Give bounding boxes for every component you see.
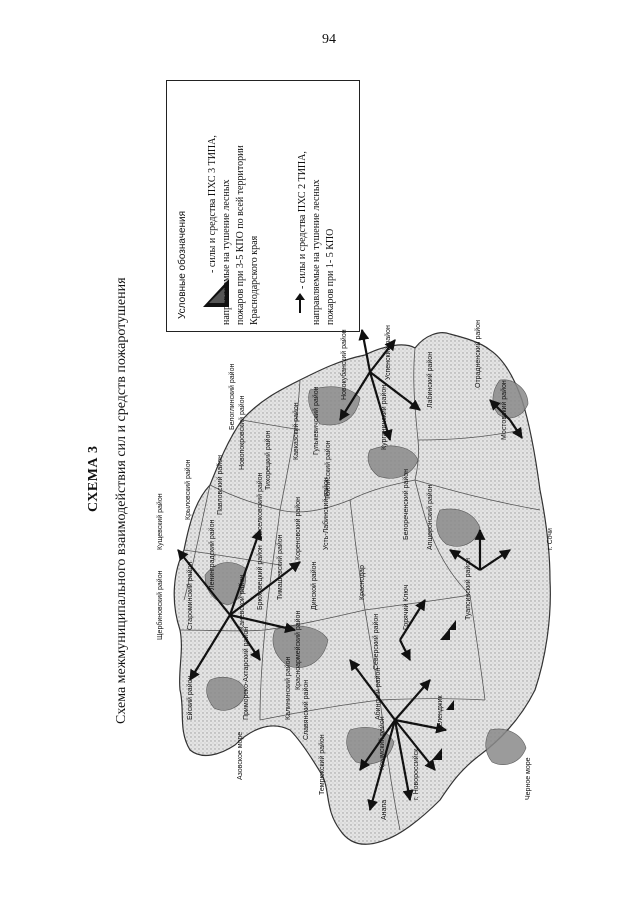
region-label: Апшеронский район xyxy=(427,484,434,550)
region-label: Приморско-Ахтарский район xyxy=(243,626,250,720)
region-label: Щербиновский район xyxy=(157,570,164,640)
region-label: Гулькевичский район xyxy=(313,386,320,455)
region-label: Темрюкский район xyxy=(319,734,326,795)
region-label: Северский район xyxy=(373,613,380,670)
scheme-title: СХЕМА 3 xyxy=(86,445,101,512)
region-label: Ейский район xyxy=(187,675,194,720)
region-label: Павловский район xyxy=(217,455,224,515)
sea-black: Черное море xyxy=(525,757,532,800)
region-label: Ленинградский район xyxy=(209,519,216,590)
region-label: Крымский район xyxy=(379,716,386,770)
region-label: Анапа xyxy=(381,799,388,820)
sea-azov: Азовское море xyxy=(237,731,244,780)
region-label: Выселковский район xyxy=(257,472,264,540)
legend-type3-line-2: направляемые на тушение лесных xyxy=(221,179,232,325)
region-label: Мостовский район xyxy=(501,380,508,440)
region-label: Лабинский район xyxy=(427,351,434,408)
region-label: Геленджик xyxy=(437,695,444,730)
region-label: Белореченский район xyxy=(403,468,410,540)
region-label: Абинский район xyxy=(375,667,382,720)
legend-type3-line-3: пожаров при 3-5 КПО по всей территории xyxy=(235,145,246,325)
region-label: Староминский район xyxy=(187,561,194,630)
legend-type2-line-2: направляемые на тушение лесных xyxy=(311,179,322,325)
region-label: Туапсинский район xyxy=(465,557,472,620)
krasnodar-region-map xyxy=(150,300,600,860)
region-label: Каневской район xyxy=(239,574,246,630)
region-label: Успенский район xyxy=(385,325,392,380)
region-label: Новопокровский район xyxy=(239,395,246,470)
legend-title: Условные обозначения xyxy=(177,210,188,319)
region-label: Новокубанский район xyxy=(341,329,348,400)
region-label: Крыловский район xyxy=(185,459,192,520)
region-label: г. Новороссийск xyxy=(413,748,420,800)
region-label: Красноармейский район xyxy=(295,610,302,690)
region-label: Краснодар xyxy=(359,565,366,600)
region-label: Горячий Ключ xyxy=(403,584,410,630)
region-label: Кавказский район xyxy=(293,402,300,460)
region-label: Отрадненский район xyxy=(475,320,482,388)
region-label: г. Сочи xyxy=(547,528,554,550)
region-label: Тихорецкий район xyxy=(265,430,272,490)
legend-type3-line-1: - силы и средства ПХС 3 ТИПА, xyxy=(207,135,218,273)
scheme-subtitle: Схема межмуниципального взаимодействия сил и средств пожаротушения xyxy=(114,277,129,724)
region-label: Динской район xyxy=(311,561,318,610)
region-label: Усть-Лабинский район xyxy=(323,477,330,550)
region-label: Тимашевский район xyxy=(277,534,284,600)
region-label: Курганинский район xyxy=(381,384,388,450)
legend-type2-line-3: пожаров при 1- 5 КПО xyxy=(325,228,336,325)
region-label: Калининский район xyxy=(285,656,292,720)
region-label: Кущевский район xyxy=(157,493,164,550)
legend-type3-line-4: Краснодарского края xyxy=(249,235,260,325)
region-label: Кореновский район xyxy=(295,497,302,560)
region-label: Брюховецкий район xyxy=(257,545,264,610)
legend-type2-line-1: - силы и средства ПХС 2 ТИПА, xyxy=(297,151,308,289)
page-number: 94 xyxy=(322,32,336,47)
region-label: Славянский район xyxy=(303,679,310,740)
region-label: Белоглинский район xyxy=(229,363,236,430)
region-label: Тбилисский район xyxy=(325,440,332,500)
map-legend xyxy=(166,80,360,332)
